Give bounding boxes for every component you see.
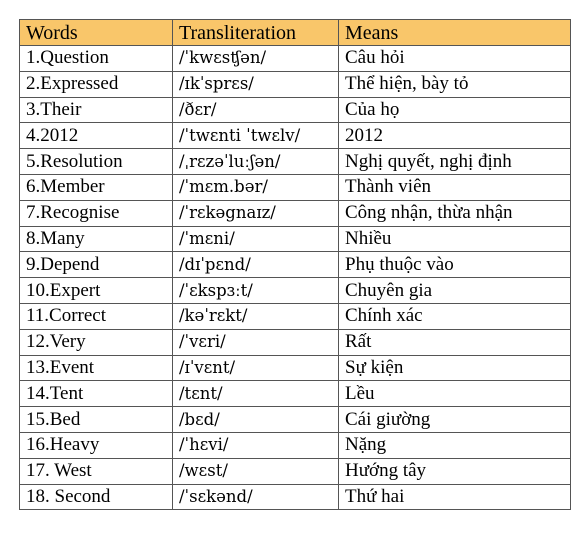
- meaning-cell: 2012: [339, 123, 571, 149]
- table-row: [20, 174, 571, 200]
- transliteration-cell: /ˈvɛri/: [173, 329, 339, 355]
- word-cell: 12.Very: [20, 329, 173, 355]
- word-cell: 1.Question: [20, 46, 173, 72]
- transliteration-cell: /bɛd/: [173, 407, 339, 433]
- meaning-cell: Chính xác: [339, 303, 571, 329]
- table-row: [20, 432, 571, 458]
- meaning-cell: Công nhận, thừa nhận: [339, 200, 571, 226]
- word-cell: 16.Heavy: [20, 432, 173, 458]
- word-cell: 11.Correct: [20, 303, 173, 329]
- header-transliteration: Transliteration: [173, 20, 339, 46]
- meaning-cell: Rất: [339, 329, 571, 355]
- meaning-cell: Nhiều: [339, 226, 571, 252]
- transliteration-cell: /tɛnt/: [173, 381, 339, 407]
- meaning-cell: Hướng tây: [339, 458, 571, 484]
- transliteration-cell: /ɪˈvɛnt/: [173, 355, 339, 381]
- table-row: [20, 278, 571, 304]
- header-words: Words: [20, 20, 173, 46]
- meaning-cell: Thứ hai: [339, 484, 571, 510]
- header-means: Means: [339, 20, 571, 46]
- word-cell: 14.Tent: [20, 381, 173, 407]
- table-row: [20, 226, 571, 252]
- meaning-cell: Thể hiện, bày tỏ: [339, 71, 571, 97]
- word-cell: 3.Their: [20, 97, 173, 123]
- word-cell: 18. Second: [20, 484, 173, 510]
- transliteration-cell: /ˈrɛkəgnaɪz/: [173, 200, 339, 226]
- transliteration-cell: /ˈmɛni/: [173, 226, 339, 252]
- transliteration-cell: /ˌrɛzəˈluːʃən/: [173, 149, 339, 175]
- meaning-cell: Thành viên: [339, 174, 571, 200]
- word-cell: 17. West: [20, 458, 173, 484]
- meaning-cell: Lều: [339, 381, 571, 407]
- table-row: [20, 200, 571, 226]
- table-row: [20, 407, 571, 433]
- table-row: [20, 46, 571, 72]
- meaning-cell: Của họ: [339, 97, 571, 123]
- meaning-cell: Sự kiện: [339, 355, 571, 381]
- word-cell: 10.Expert: [20, 278, 173, 304]
- vocabulary-table: [19, 19, 571, 510]
- word-cell: 15.Bed: [20, 407, 173, 433]
- word-cell: 5.Resolution: [20, 149, 173, 175]
- word-cell: 2.Expressed: [20, 71, 173, 97]
- word-cell: 6.Member: [20, 174, 173, 200]
- word-cell: 8.Many: [20, 226, 173, 252]
- table-row: [20, 123, 571, 149]
- table-row: [20, 252, 571, 278]
- transliteration-cell: /ˈkwɛsʧən/: [173, 46, 339, 72]
- meaning-cell: Nghị quyết, nghị định: [339, 149, 571, 175]
- transliteration-cell: /wɛst/: [173, 458, 339, 484]
- meaning-cell: Nặng: [339, 432, 571, 458]
- table-row: [20, 355, 571, 381]
- meaning-cell: Chuyên gia: [339, 278, 571, 304]
- table-row: [20, 484, 571, 510]
- word-cell: 7.Recognise: [20, 200, 173, 226]
- table-header: [20, 20, 571, 46]
- table-row: [20, 303, 571, 329]
- transliteration-cell: /ɪkˈsprɛs/: [173, 71, 339, 97]
- table-row: [20, 97, 571, 123]
- meaning-cell: Cái giường: [339, 407, 571, 433]
- meaning-cell: Câu hỏi: [339, 46, 571, 72]
- table-row: [20, 329, 571, 355]
- table-row: [20, 458, 571, 484]
- transliteration-cell: /ˈhɛvi/: [173, 432, 339, 458]
- transliteration-cell: /ˈsɛkənd/: [173, 484, 339, 510]
- header-row: [20, 20, 571, 46]
- word-cell: 9.Depend: [20, 252, 173, 278]
- transliteration-cell: /ˈmɛm.bər/: [173, 174, 339, 200]
- table-row: [20, 71, 571, 97]
- table-row: [20, 149, 571, 175]
- table-body: [20, 46, 571, 510]
- word-cell: 13.Event: [20, 355, 173, 381]
- transliteration-cell: /ˈɛkspɜːt/: [173, 278, 339, 304]
- transliteration-cell: /kəˈrɛkt/: [173, 303, 339, 329]
- table-row: [20, 381, 571, 407]
- word-cell: 4.2012: [20, 123, 173, 149]
- transliteration-cell: /dɪˈpɛnd/: [173, 252, 339, 278]
- meaning-cell: Phụ thuộc vào: [339, 252, 571, 278]
- transliteration-cell: /ˈtwɛnti ˈtwɛlv/: [173, 123, 339, 149]
- transliteration-cell: /ðɛr/: [173, 97, 339, 123]
